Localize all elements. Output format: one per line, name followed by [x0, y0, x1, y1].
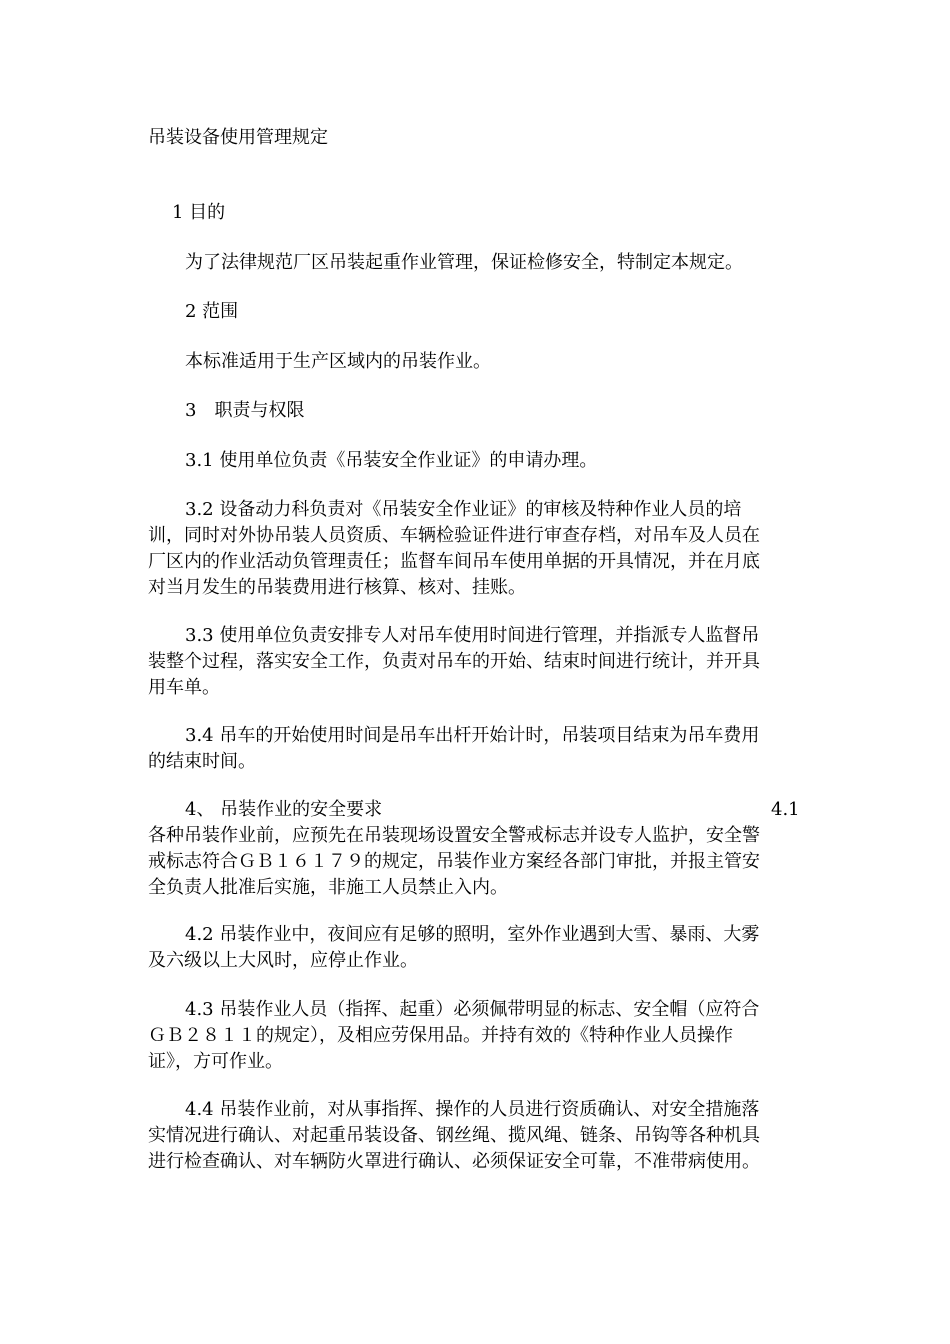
- section-3-4-line-2: 的结束时间。: [148, 751, 256, 772]
- section-3-2-line-3: 厂区内的作业活动负管理责任；监督车间吊车使用单据的开具情况，并在月底: [148, 551, 760, 572]
- section-1-text: 为了法律规范厂区吊装起重作业管理，保证检修安全，特制定本规定。: [185, 252, 743, 273]
- section-3-2-line-4: 对当月发生的吊装费用进行核算、核对、挂账。: [148, 577, 526, 598]
- section-3-1: 3.1 使用单位负责《吊装安全作业证》的申请办理。: [185, 450, 598, 471]
- section-3-heading: 3 职责与权限: [185, 400, 305, 421]
- section-4-3-line-1: 4.3 吊装作业人员（指挥、起重）必须佩带明显的标志、安全帽（应符合: [185, 999, 760, 1020]
- section-2-text: 本标准适用于生产区域内的吊装作业。: [185, 351, 491, 372]
- section-4-heading: 4、 吊装作业的安全要求: [185, 799, 383, 820]
- section-4-4-line-2: 实情况进行确认、对起重吊装设备、钢丝绳、揽风绳、链条、吊钩等各种机具: [148, 1125, 760, 1146]
- section-4-1-line-3: 全负责人批准后实施，非施工人员禁止入内。: [148, 877, 508, 898]
- section-4-1-line-1: 各种吊装作业前，应预先在吊装现场设置安全警戒标志并设专人监护，安全警: [148, 825, 760, 846]
- section-4-3-line-2: ＧＢ２８１１的规定），及相应劳保用品。并持有效的《特种作业人员操作: [148, 1025, 733, 1046]
- section-4-4-line-1: 4.4 吊装作业前，对从事指挥、操作的人员进行资质确认、对安全措施落: [185, 1099, 760, 1120]
- section-3-2-line-1: 3.2 设备动力科负责对《吊装安全作业证》的审核及特种作业人员的培: [185, 499, 742, 520]
- section-3-3-line-1: 3.3 使用单位负责安排专人对吊车使用时间进行管理，并指派专人监督吊: [185, 625, 760, 646]
- section-3-3-line-2: 装整个过程，落实安全工作，负责对吊车的开始、结束时间进行统计，并开具: [148, 651, 760, 672]
- document-title: 吊装设备使用管理规定: [148, 127, 328, 148]
- section-4-1-line-2: 戒标志符合ＧＢ１６１７９的规定，吊装作业方案经各部门审批，并报主管安: [148, 851, 760, 872]
- section-4-3-line-3: 证》，方可作业。: [148, 1051, 283, 1072]
- section-4-2-line-2: 及六级以上大风时，应停止作业。: [148, 950, 418, 971]
- section-4-4-line-3: 进行检查确认、对车辆防火罩进行确认、必须保证安全可靠，不准带病使用。: [148, 1151, 760, 1172]
- section-4-2-line-1: 4.2 吊装作业中，夜间应有足够的照明，室外作业遇到大雪、暴雨、大雾: [185, 924, 760, 945]
- section-4-1-number: 4.1: [771, 799, 800, 820]
- section-2-heading: 2 范围: [185, 301, 239, 322]
- section-3-4-line-1: 3.4 吊车的开始使用时间是吊车出杆开始计时，吊装项目结束为吊车费用: [185, 725, 760, 746]
- section-3-2-line-2: 训，同时对外协吊装人员资质、车辆检验证件进行审查存档，对吊车及人员在: [148, 525, 760, 546]
- section-1-heading: 1 目的: [172, 202, 226, 223]
- section-3-3-line-3: 用车单。: [148, 677, 220, 698]
